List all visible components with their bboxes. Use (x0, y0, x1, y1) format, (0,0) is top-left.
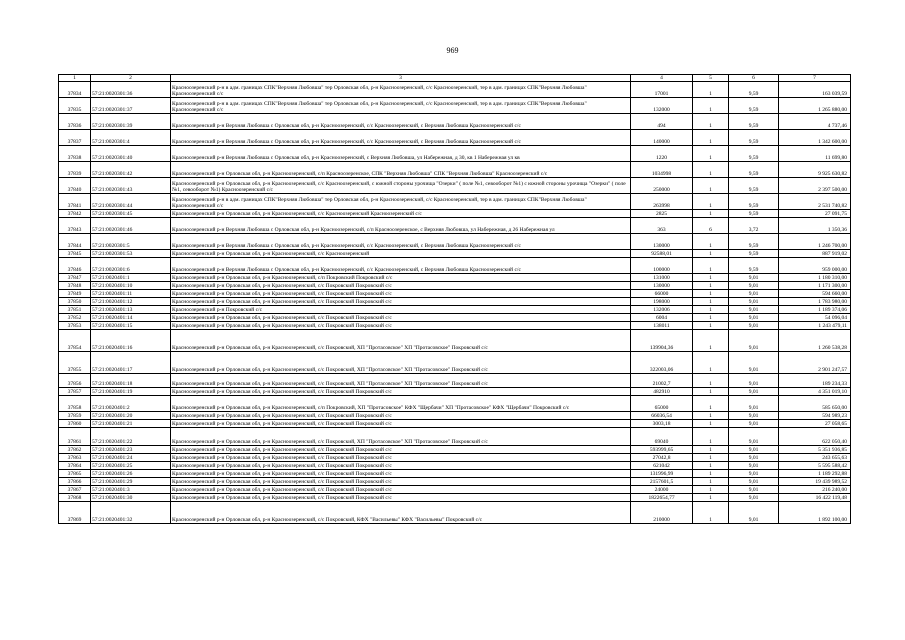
cadastral-number-cell: 57:21:0020401:23 (91, 446, 171, 454)
cadastral-number-cell: 57:21:0020301:53 (91, 250, 171, 258)
cadastral-number-cell: 57:21:0020401:32 (91, 502, 171, 524)
rate-cell: 9,01 (729, 306, 779, 314)
cadastral-number-cell: 57:21:0020301:36 (91, 82, 171, 98)
cadastral-value-cell: 163 039,59 (779, 82, 851, 98)
rate-cell: 9,01 (729, 462, 779, 470)
cadastral-number-cell: 57:21:0020401:18 (91, 374, 171, 388)
area-cell: 3003,18 (631, 420, 693, 428)
address-cell: Красноозеренский р-н Покровский с/с (171, 306, 631, 314)
cadastral-value-cell: 27 091,75 (779, 210, 851, 218)
cadastral-value-cell: 1 189 374,06 (779, 306, 851, 314)
rate-cell: 9,59 (729, 82, 779, 98)
table-row (59, 462, 851, 470)
cadastral-number-cell: 57:21:0020401:26 (91, 470, 171, 478)
cadastral-value-cell: 1 180 310,00 (779, 274, 851, 282)
category-cell: 1 (693, 478, 729, 486)
area-cell: 6004 (631, 314, 693, 322)
cadastral-number-cell: 57:21:0020301:46 (91, 218, 171, 234)
table-row (59, 98, 851, 114)
row-number-cell: 37868 (59, 494, 91, 502)
rate-cell: 9,59 (729, 234, 779, 250)
area-cell: 100000 (631, 258, 693, 274)
cadastral-value-cell: 9 925 630,82 (779, 162, 851, 178)
address-cell: Красноозеренский р-н Орловская обл, р-н Красноозеренский, с/с Покровский Покровский с/с (171, 420, 631, 428)
table-row (59, 502, 851, 524)
table-row (59, 210, 851, 218)
row-number-cell: 37852 (59, 314, 91, 322)
table-row (59, 478, 851, 486)
cadastral-number-cell: 57:21:0020301:37 (91, 98, 171, 114)
table-row (59, 290, 851, 298)
header-cell-2: 2 (91, 75, 171, 82)
category-cell: 1 (693, 194, 729, 210)
category-cell: 1 (693, 250, 729, 258)
cadastral-number-cell: 57:21:0020401:14 (91, 314, 171, 322)
address-cell: Красноозеренский р-н Орловская обл, р-н Красноозеренский, с/п Покровский, ХП "Протасовское" КФХ "Щербачи" ХП "Протасовское" КФХ "Щербачи" Покровский с/с (171, 396, 631, 412)
table-row (59, 82, 851, 98)
cadastral-value-cell: 594 989,23 (779, 412, 851, 420)
category-cell: 1 (693, 82, 729, 98)
address-cell: Красноозеренский р-н Орловская обл, р-н Красноозеренский, с/с Покровский Покровский с/с (171, 462, 631, 470)
area-cell: 210000 (631, 502, 693, 524)
address-cell: Красноозеренский р-н Орловская обл, р-н Красноозеренский, с/с Покровский Покровский с/с (171, 314, 631, 322)
area-cell: 27042,8 (631, 454, 693, 462)
header-row (59, 75, 851, 82)
area-cell: 130000 (631, 234, 693, 250)
row-number-cell: 37853 (59, 322, 91, 330)
table-row (59, 194, 851, 210)
address-cell: Красноозеренский р-н Орловская обл, р-н Красноозеренский, с/п Покровский Покровский с/с (171, 274, 631, 282)
cadastral-value-cell: 5 595 588,42 (779, 462, 851, 470)
table-row (59, 352, 851, 374)
category-cell: 1 (693, 388, 729, 396)
cadastral-number-cell: 57:21:0020401:3 (91, 486, 171, 494)
address-cell: Красноозеренский р-н Орловская обл, р-н Красноозеренский, с/с Покровский Покровский с/с (171, 470, 631, 478)
rate-cell: 9,01 (729, 446, 779, 454)
cadastral-number-cell: 57:21:0020401:24 (91, 454, 171, 462)
cadastral-number-cell: 57:21:0020401:11 (91, 290, 171, 298)
address-cell: Красноозеренский р-н Орловская обл, р-н Красноозеренский, с/с Покровский, ХП "Протасовское" ХП "Протасовское" Покровский с/с (171, 330, 631, 352)
area-cell: 130000 (631, 282, 693, 290)
address-cell: Красноозеренский р-н Верхняя Любовша с Орловская обл, р-н Красноозеренский, с/с Красноозеренский, с Верхняя Любовша Красноозеренский с/с (171, 258, 631, 274)
area-cell: 198000 (631, 298, 693, 306)
row-number-cell: 37839 (59, 162, 91, 178)
header-cell-3: 3 (171, 75, 631, 82)
area-cell: 66036,54 (631, 412, 693, 420)
cadastral-value-cell: 4 351 019,10 (779, 388, 851, 396)
cadastral-number-cell: 57:21:0020301:5 (91, 234, 171, 250)
address-cell: Красноозеренский р-н Верхняя Любовша с Орловская обл, р-н Красноозеренский, с/п Красноозеренское, с Верхняя Любовша, ул Набережная, д 26 Набережная ул (171, 218, 631, 234)
rate-cell: 9,59 (729, 146, 779, 162)
row-number-cell: 37849 (59, 290, 91, 298)
category-cell: 1 (693, 454, 729, 462)
cadastral-number-cell: 57:21:0020401:29 (91, 478, 171, 486)
cadastral-number-cell: 57:21:0020401:19 (91, 388, 171, 396)
cadastral-value-cell: 1 243 479,11 (779, 322, 851, 330)
row-number-cell: 37857 (59, 388, 91, 396)
area-cell: 24000 (631, 486, 693, 494)
header-cell-1: 1 (59, 75, 91, 82)
row-number-cell: 37850 (59, 298, 91, 306)
cadastral-number-cell: 57:21:0020301:6 (91, 258, 171, 274)
header-cell-6: 6 (729, 75, 779, 82)
cadastral-value-cell: 887 919,02 (779, 250, 851, 258)
row-number-cell: 37865 (59, 470, 91, 478)
cadastral-value-cell: 1 265 880,00 (779, 98, 851, 114)
category-cell: 1 (693, 162, 729, 178)
address-cell: Красноозеренский р-н Верхняя Любовша с Орловская обл, р-н Красноозеренский, с Верхняя Любовша, ул Набережная, д 30, кв 1 Набережная ул кв (171, 146, 631, 162)
category-cell: 1 (693, 314, 729, 322)
address-cell: Красноозеренский р-н Орловская обл, р-н Красноозеренский, с/с Красноозеренский, с южной стороны урочища "Озерки" ( поле №1, севооборот №1) с южной стороны урочища "Озерки" ( поле №1, севооборот №1) Красноозеренский с/с (171, 178, 631, 194)
table-row (59, 470, 851, 478)
area-cell: 65000 (631, 396, 693, 412)
cadastral-number-cell: 57:21:0020401:25 (91, 462, 171, 470)
table-row (59, 162, 851, 178)
cadastral-value-cell: 4 737,46 (779, 114, 851, 130)
rate-cell: 9,59 (729, 210, 779, 218)
cadastral-number-cell: 57:21:0020401:15 (91, 322, 171, 330)
cadastral-value-cell: 243 655,63 (779, 454, 851, 462)
cadastral-number-cell: 57:21:0020401:2 (91, 396, 171, 412)
rate-cell: 9,01 (729, 388, 779, 396)
address-cell: Красноозеренский р-н Орловская обл, р-н Красноозеренский, с/с Покровский Покровский с/с (171, 494, 631, 502)
area-cell: 250000 (631, 178, 693, 194)
category-cell: 1 (693, 470, 729, 478)
table-row (59, 306, 851, 314)
rate-cell: 9,01 (729, 298, 779, 306)
category-cell: 1 (693, 494, 729, 502)
cadastral-value-cell: 1 260 538,28 (779, 330, 851, 352)
area-cell: 1034998 (631, 162, 693, 178)
table-row (59, 322, 851, 330)
row-number-cell: 37845 (59, 250, 91, 258)
category-cell: 1 (693, 486, 729, 494)
category-cell: 1 (693, 130, 729, 146)
area-cell: 2157601,5 (631, 478, 693, 486)
table-row (59, 218, 851, 234)
row-number-cell: 37836 (59, 114, 91, 130)
cadastral-number-cell: 57:21:0020401:20 (91, 412, 171, 420)
row-number-cell: 37834 (59, 82, 91, 98)
header-cell-5: 5 (693, 75, 729, 82)
cadastral-value-cell: 2 397 500,00 (779, 178, 851, 194)
address-cell: Красноозеренский р-н Орловская обл, р-н Красноозеренский, с/с Покровский Покровский с/с (171, 454, 631, 462)
address-cell: Красноозеренский р-н Орловская обл, р-н Красноозеренский, с/с Покровский Покровский с/с (171, 478, 631, 486)
rate-cell: 9,01 (729, 494, 779, 502)
row-number-cell: 37867 (59, 486, 91, 494)
row-number-cell: 37859 (59, 412, 91, 420)
row-number-cell: 37854 (59, 330, 91, 352)
area-cell: 132006 (631, 306, 693, 314)
category-cell: 1 (693, 114, 729, 130)
cadastral-value-cell: 1 189 292,88 (779, 470, 851, 478)
area-cell: 2825 (631, 210, 693, 218)
cadastral-value-cell: 1 342 600,00 (779, 130, 851, 146)
cadastral-value-cell: 1 892 100,00 (779, 502, 851, 524)
address-cell: Красноозеренский р-н Орловская обл, р-н Красноозеренский, с/с Покровский, КФХ "Васильевы" КФХ "Васильевы" Покровский с/с (171, 502, 631, 524)
cadastral-number-cell: 57:21:0020401:10 (91, 282, 171, 290)
category-cell: 1 (693, 352, 729, 374)
rate-cell: 9,01 (729, 470, 779, 478)
address-cell: Красноозеренский р-н Орловская обл, р-н Красноозеренский, с/п Красноозеренское, СПК "Верхняя Любовша" СПК "Верхняя Любовша" Красноозеренский с/с (171, 162, 631, 178)
cadastral-value-cell: 189 234,33 (779, 374, 851, 388)
rate-cell: 9,59 (729, 162, 779, 178)
area-cell: 363 (631, 218, 693, 234)
area-cell: 621042 (631, 462, 693, 470)
rate-cell: 9,01 (729, 330, 779, 352)
address-cell: Красноозеренский р-н Орловская обл, р-н Красноозеренский, с/с Покровский Покровский с/с (171, 486, 631, 494)
cadastral-number-cell: 57:21:0020401:17 (91, 352, 171, 374)
area-cell: 263998 (631, 194, 693, 210)
area-cell: 494 (631, 114, 693, 130)
cadastral-value-cell: 27 058,65 (779, 420, 851, 428)
table-row (59, 428, 851, 446)
table-row (59, 314, 851, 322)
table-row (59, 130, 851, 146)
address-cell: Красноозеренский р-н Орловская обл, р-н Красноозеренский, с/с Покровский Покровский с/с (171, 282, 631, 290)
row-number-cell: 37848 (59, 282, 91, 290)
table-row (59, 412, 851, 420)
row-number-cell: 37844 (59, 234, 91, 250)
rate-cell: 9,59 (729, 114, 779, 130)
category-cell: 1 (693, 290, 729, 298)
table-row (59, 250, 851, 258)
address-cell: Красноозеренский р-н Орловская обл, р-н Красноозеренский, с/с Красноозеренский Красноозеренский с/с (171, 210, 631, 218)
row-number-cell: 37863 (59, 454, 91, 462)
area-cell: 66000 (631, 290, 693, 298)
address-cell: Красноозеренский р-н в адм. границах СПК"Верхняя Любовша" тер Орловская обл, р-н Красноозеренский, с/с Красноозеренский, тер в адм. границах СПК"Верхняя Любовша" Красноозеренский с/с (171, 82, 631, 98)
category-cell: 1 (693, 374, 729, 388)
rate-cell: 9,01 (729, 290, 779, 298)
table-row (59, 330, 851, 352)
category-cell: 1 (693, 98, 729, 114)
table-row (59, 298, 851, 306)
address-cell: Красноозеренский р-н Орловская обл, р-н Красноозеренский, с/с Покровский Покровский с/с (171, 290, 631, 298)
row-number-cell: 37861 (59, 428, 91, 446)
category-cell: 1 (693, 420, 729, 428)
rate-cell: 9,59 (729, 250, 779, 258)
rate-cell: 9,01 (729, 314, 779, 322)
cadastral-value-cell: 2 901 247,57 (779, 352, 851, 374)
table-row (59, 178, 851, 194)
address-cell: Красноозеренский р-н Орловская обл, р-н Красноозеренский, с/с Покровский Покровский с/с (171, 322, 631, 330)
table-row (59, 454, 851, 462)
address-cell: Красноозеренский р-н Орловская обл, р-н Красноозеренский, с/с Покровский Покровский с/с (171, 298, 631, 306)
area-cell: 131996,99 (631, 470, 693, 478)
category-cell: 1 (693, 428, 729, 446)
table-row (59, 274, 851, 282)
cadastral-number-cell: 57:21:0020301:40 (91, 146, 171, 162)
table-row (59, 486, 851, 494)
address-cell: Красноозеренский р-н Орловская обл, р-н Красноозеренский, с/с Красноозеренский (171, 250, 631, 258)
category-cell: 1 (693, 306, 729, 314)
cadastral-number-cell: 57:21:0020401:21 (91, 420, 171, 428)
rate-cell: 9,01 (729, 282, 779, 290)
rate-cell: 9,01 (729, 420, 779, 428)
row-number-cell: 37840 (59, 178, 91, 194)
category-cell: 1 (693, 234, 729, 250)
area-cell: 593999,65 (631, 446, 693, 454)
rate-cell: 9,01 (729, 454, 779, 462)
row-number-cell: 37855 (59, 352, 91, 374)
cadastral-number-cell: 57:21:0020301:43 (91, 178, 171, 194)
address-cell: Красноозеренский р-н в адм. границах СПК"Верхняя Любовша" тер Орловская обл, р-н Красноозеренский, с/с Красноозеренский, тер в адм. границах СПК"Верхняя Любовша" Красноозеренский с/с (171, 194, 631, 210)
category-cell: 1 (693, 282, 729, 290)
page-number: 969 (446, 46, 459, 55)
area-cell: 138011 (631, 322, 693, 330)
area-cell: 92588,01 (631, 250, 693, 258)
table-row (59, 420, 851, 428)
category-cell: 1 (693, 258, 729, 274)
category-cell: 1 (693, 210, 729, 218)
table-row (59, 494, 851, 502)
rate-cell: 9,01 (729, 486, 779, 494)
rate-cell: 9,01 (729, 396, 779, 412)
category-cell: 1 (693, 330, 729, 352)
rate-cell: 9,59 (729, 178, 779, 194)
table-row (59, 114, 851, 130)
rate-cell: 9,59 (729, 194, 779, 210)
cadastral-number-cell: 57:21:0020401:22 (91, 428, 171, 446)
row-number-cell: 37858 (59, 396, 91, 412)
cadastral-number-cell: 57:21:0020301:39 (91, 114, 171, 130)
area-cell: 17001 (631, 82, 693, 98)
cadastral-value-cell: 19 439 989,52 (779, 478, 851, 486)
table-row (59, 446, 851, 454)
header-cell-7: 7 (779, 75, 851, 82)
category-cell: 1 (693, 412, 729, 420)
cadastral-number-cell: 57:21:0020401:1 (91, 274, 171, 282)
row-number-cell: 37864 (59, 462, 91, 470)
cadastral-value-cell: 1 350,36 (779, 218, 851, 234)
rate-cell: 9,59 (729, 258, 779, 274)
cadastral-value-cell: 594 660,00 (779, 290, 851, 298)
category-cell: 1 (693, 298, 729, 306)
area-cell: 1220 (631, 146, 693, 162)
address-cell: Красноозеренский р-н Орловская обл, р-н Красноозеренский, с/с Покровский Покровский с/с (171, 412, 631, 420)
area-cell: 21002,7 (631, 374, 693, 388)
table-row (59, 282, 851, 290)
area-cell: 140000 (631, 130, 693, 146)
category-cell: 1 (693, 396, 729, 412)
row-number-cell: 37841 (59, 194, 91, 210)
address-cell: Красноозеренский р-н Орловская обл, р-н Красноозеренский, с/с Покровский Покровский с/с (171, 388, 631, 396)
rate-cell: 9,59 (729, 130, 779, 146)
rate-cell: 9,01 (729, 412, 779, 420)
area-cell: 131000 (631, 274, 693, 282)
rate-cell: 3,72 (729, 218, 779, 234)
address-cell: Красноозеренский р-н Орловская обл, р-н Красноозеренский, с/с Покровский, ХП "Протасовское" ХП "Протасовское" Покровский с/с (171, 352, 631, 374)
area-cell: 69040 (631, 428, 693, 446)
row-number-cell: 37847 (59, 274, 91, 282)
area-cell: 322003,06 (631, 352, 693, 374)
category-cell: 1 (693, 146, 729, 162)
table-row (59, 396, 851, 412)
row-number-cell: 37866 (59, 478, 91, 486)
address-cell: Красноозеренский р-н Орловская обл, р-н Красноозеренский, с/с Покровский, ХП "Протасовское" ХП "Протасовское" Покровский с/с (171, 428, 631, 446)
row-number-cell: 37842 (59, 210, 91, 218)
category-cell: 1 (693, 322, 729, 330)
cadastral-number-cell: 57:21:0020401:13 (91, 306, 171, 314)
row-number-cell: 37851 (59, 306, 91, 314)
cadastral-number-cell: 57:21:0020401:12 (91, 298, 171, 306)
address-cell: Красноозеренский р-н Верхняя Любовша с Орловская обл, р-н Красноозеренский, с/с Красноозеренский, с Верхняя Любовша Красноозеренский с/с (171, 114, 631, 130)
address-cell: Красноозеренский р-н Орловская обл, р-н Красноозеренский, с/с Покровский, ХП "Протасовское" ХП "Протасовское" Покровский с/с (171, 374, 631, 388)
rate-cell: 9,01 (729, 428, 779, 446)
table-row (59, 258, 851, 274)
row-number-cell: 37838 (59, 146, 91, 162)
cadastral-number-cell: 57:21:0020301:45 (91, 210, 171, 218)
cadastral-number-cell: 57:21:0020301:42 (91, 162, 171, 178)
rate-cell: 9,01 (729, 478, 779, 486)
rate-cell: 9,01 (729, 322, 779, 330)
cadastral-value-cell: 1 171 300,00 (779, 282, 851, 290)
rate-cell: 9,01 (729, 374, 779, 388)
cadastral-number-cell: 57:21:0020401:30 (91, 494, 171, 502)
address-cell: Красноозеренский р-н Орловская обл, р-н Красноозеренский, с/с Покровский Покровский с/с (171, 446, 631, 454)
cadastral-value-cell: 959 000,00 (779, 258, 851, 274)
row-number-cell: 37860 (59, 420, 91, 428)
cadastral-value-cell: 5 351 936,85 (779, 446, 851, 454)
cadastral-value-cell: 54 096,04 (779, 314, 851, 322)
area-cell: 139904,36 (631, 330, 693, 352)
category-cell: 1 (693, 178, 729, 194)
row-number-cell: 37837 (59, 130, 91, 146)
category-cell: 1 (693, 274, 729, 282)
cadastral-value-cell: 16 422 119,48 (779, 494, 851, 502)
row-number-cell: 37835 (59, 98, 91, 114)
area-cell: 1822654,77 (631, 494, 693, 502)
row-number-cell: 37862 (59, 446, 91, 454)
cadastral-value-cell: 622 050,40 (779, 428, 851, 446)
rate-cell: 9,01 (729, 352, 779, 374)
cadastral-value-cell: 2 531 740,82 (779, 194, 851, 210)
area-cell: 482910 (631, 388, 693, 396)
category-cell: 1 (693, 462, 729, 470)
cadastral-number-cell: 57:21:0020301:4 (91, 130, 171, 146)
address-cell: Красноозеренский р-н Верхняя Любовша с Орловская обл, р-н Красноозеренский, с/с Красноозеренский, с Верхняя Любовша Красноозеренский с/с (171, 234, 631, 250)
row-number-cell: 37869 (59, 502, 91, 524)
table-row (59, 374, 851, 388)
cadastral-value-cell: 11 699,80 (779, 146, 851, 162)
category-cell: 6 (693, 218, 729, 234)
category-cell: 1 (693, 446, 729, 454)
cadastral-number-cell: 57:21:0020401:16 (91, 330, 171, 352)
rate-cell: 9,01 (729, 502, 779, 524)
rate-cell: 9,59 (729, 98, 779, 114)
rate-cell: 9,01 (729, 274, 779, 282)
address-cell: Красноозеренский р-н Верхняя Любовша с Орловская обл, р-н Красноозеренский, с/с Красноозеренский, с Верхняя Любовша Красноозеренский с/с (171, 130, 631, 146)
row-number-cell: 37846 (59, 258, 91, 274)
cadastral-table (58, 74, 851, 524)
category-cell: 1 (693, 502, 729, 524)
cadastral-number-cell: 57:21:0020301:44 (91, 194, 171, 210)
cadastral-value-cell: 585 650,00 (779, 396, 851, 412)
area-cell: 132000 (631, 98, 693, 114)
row-number-cell: 37843 (59, 218, 91, 234)
cadastral-value-cell: 1 246 700,00 (779, 234, 851, 250)
address-cell: Красноозеренский р-н в адм. границах СПК"Верхняя Любовша" тер Орловская обл, р-н Красноозеренский, с/с Красноозеренский, тер в адм. границах СПК"Верхняя Любовша" Красноозеренский с/с (171, 98, 631, 114)
row-number-cell: 37856 (59, 374, 91, 388)
table-row (59, 234, 851, 250)
table-row (59, 388, 851, 396)
table-row (59, 146, 851, 162)
cadastral-value-cell: 216 240,00 (779, 486, 851, 494)
cadastral-value-cell: 1 783 980,00 (779, 298, 851, 306)
header-cell-4: 4 (631, 75, 693, 82)
